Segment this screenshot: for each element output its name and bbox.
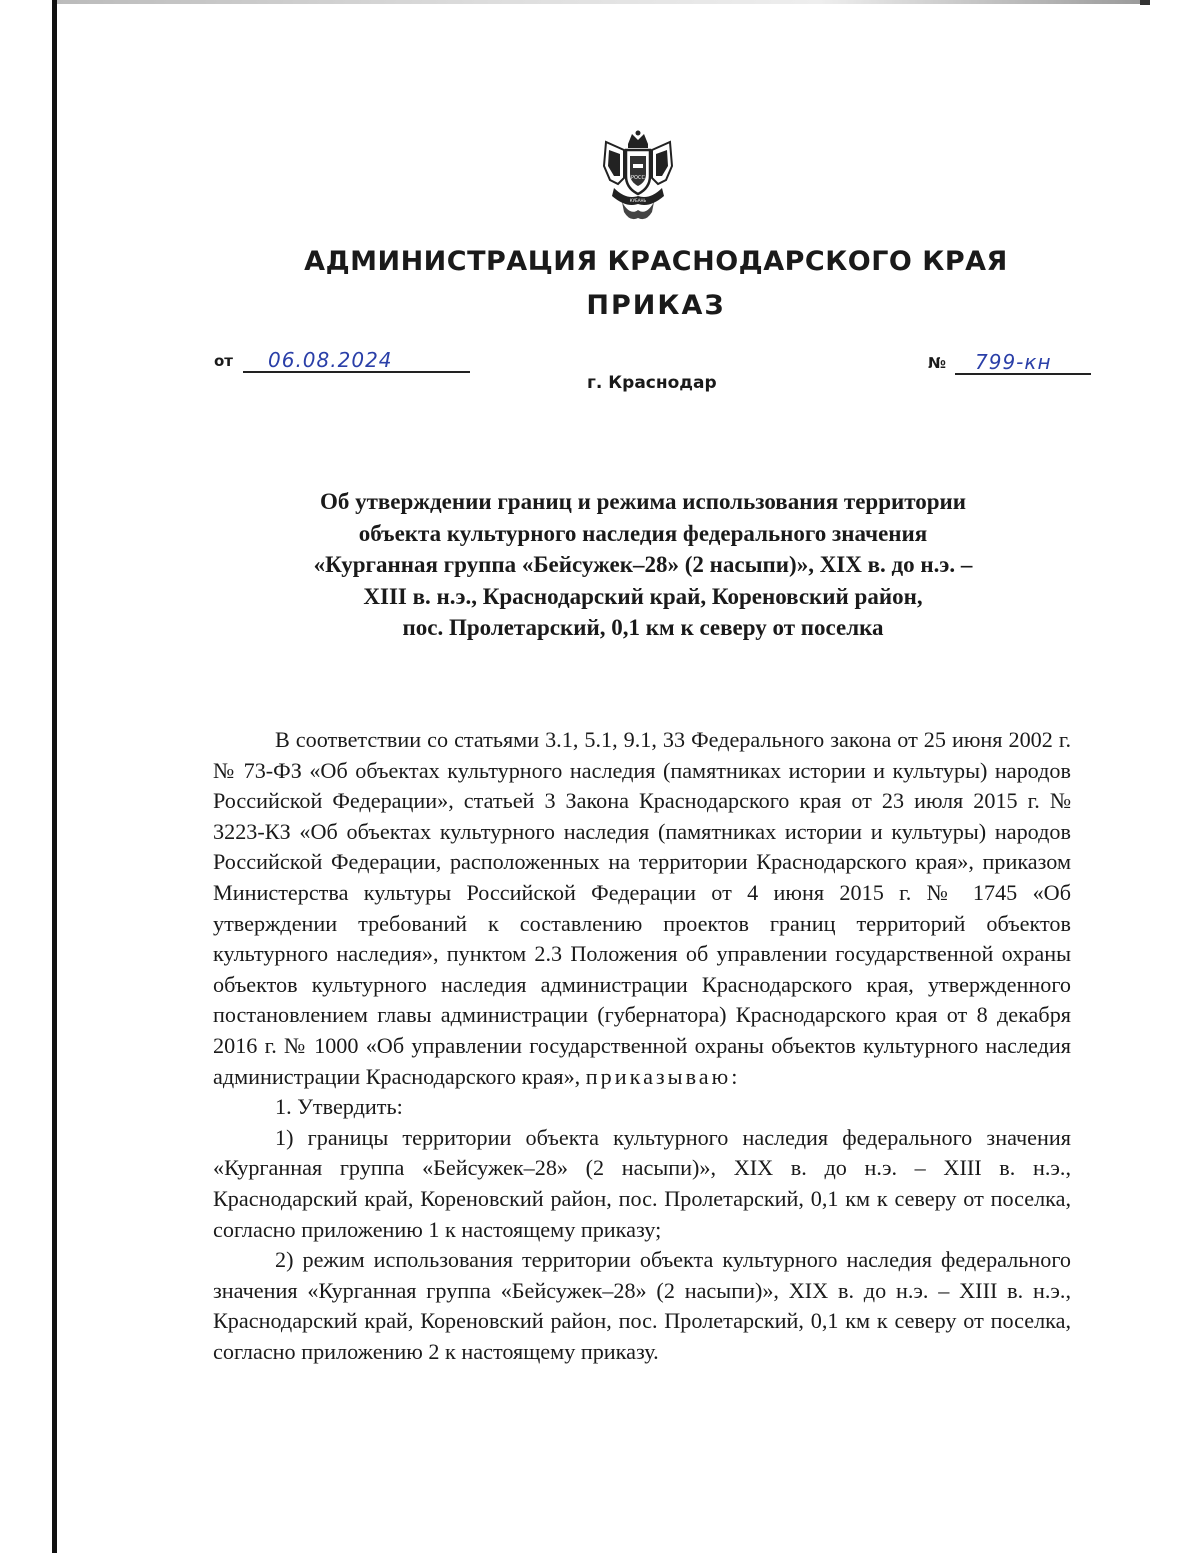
krasnodar-coat-of-arms-icon — [600, 130, 676, 222]
scan-edge-left — [52, 0, 57, 1553]
document-type-heading: ПРИКАЗ — [586, 290, 726, 321]
preamble-text: В соответствии со статьями 3.1, 5.1, 9.1, 33 Федерального закона от 25 июня 2002 г. № 73-ФЗ «Об объектах культурного наследия (памятниках истории и культуры) народов Российской Федерации», статьей 3 Закона Краснодарского края от 23 июля 2015 г. № 3223-КЗ «Об объектах культурного наследия (памятниках истории и культуры) народов Российской Федерации, расположенных на территории Краснодарского края», приказом Министерства культуры Российской Федерации от 4 июня 2015 г. № 1745 «Об утверждении требований к составлению проектов границ территорий объектов культурного наследия», пунктом 2.3 Положения об управлении государственной охраны объектов культурного наследия администрации Краснодарского края, утвержденного постановлением главы администрации (губернатора) Краснодарского края от 8 декабря 2016 г. № 1000 «Об управлении государственной охраны объектов культурного наследия администрации Краснодарского края», — [213, 727, 1071, 1089]
subject-line: пос. Пролетарский, 0,1 км к северу от поселка — [402, 615, 884, 640]
preamble-paragraph — [213, 725, 1071, 1092]
item-1-1-paragraph: 1) границы территории объекта культурного наследия федерального значения «Курганная группа «Бейсужек–28» (2 насыпи)», XIX в. до н.э. – XIII в. н.э., Краснодарский край, Кореновский район, пос. Пролетарский, 0,1 км к северу от поселка, согласно приложению 1 к настоящему приказу; — [213, 1124, 1071, 1242]
svg-text:КУБАНЬ: КУБАНЬ — [629, 198, 647, 203]
subject-line: XIII в. н.э., Краснодарский край, Кореновский район, — [363, 583, 923, 609]
date-label: от — [214, 352, 233, 370]
item-1-paragraph: 1. Утвердить: — [275, 1094, 403, 1120]
order-subject-title — [213, 486, 1073, 644]
scan-edge-top — [57, 0, 1147, 4]
subject-line: Об утверждении границ и режима использования территории — [319, 489, 967, 514]
item-1-2-paragraph: 2) режим использования территории объекта культурного наследия федерального значения «Курганная группа «Бейсужек–28» (2 насыпи)», XIX в. до н.э. – XIII в. н.э., Краснодарский край, Кореновский район, пос. Пролетарский, 0,1 км к северу от поселка, согласно приложению 2 к настоящему приказу. — [213, 1247, 1071, 1364]
svg-text:РОСС: РОСС — [631, 175, 645, 181]
number-label: № — [928, 354, 947, 372]
subject-line: «Курганная группа «Бейсужек–28» (2 насыпи)», XIX в. до н.э. – — [313, 552, 973, 577]
order-word: приказываю: — [585, 1063, 741, 1089]
date-handwritten-value: 06.08.2024 — [268, 348, 393, 372]
city-label: г. Краснодар — [587, 373, 717, 393]
scan-edge-corner — [1140, 0, 1150, 5]
order-body — [213, 725, 1071, 1367]
organization-title: АДМИНИСТРАЦИЯ КРАСНОДАРСКОГО КРАЯ — [304, 246, 1008, 277]
number-handwritten-value: 799-кн — [975, 350, 1052, 374]
subject-line: объекта культурного наследия федерального значения — [358, 520, 928, 546]
